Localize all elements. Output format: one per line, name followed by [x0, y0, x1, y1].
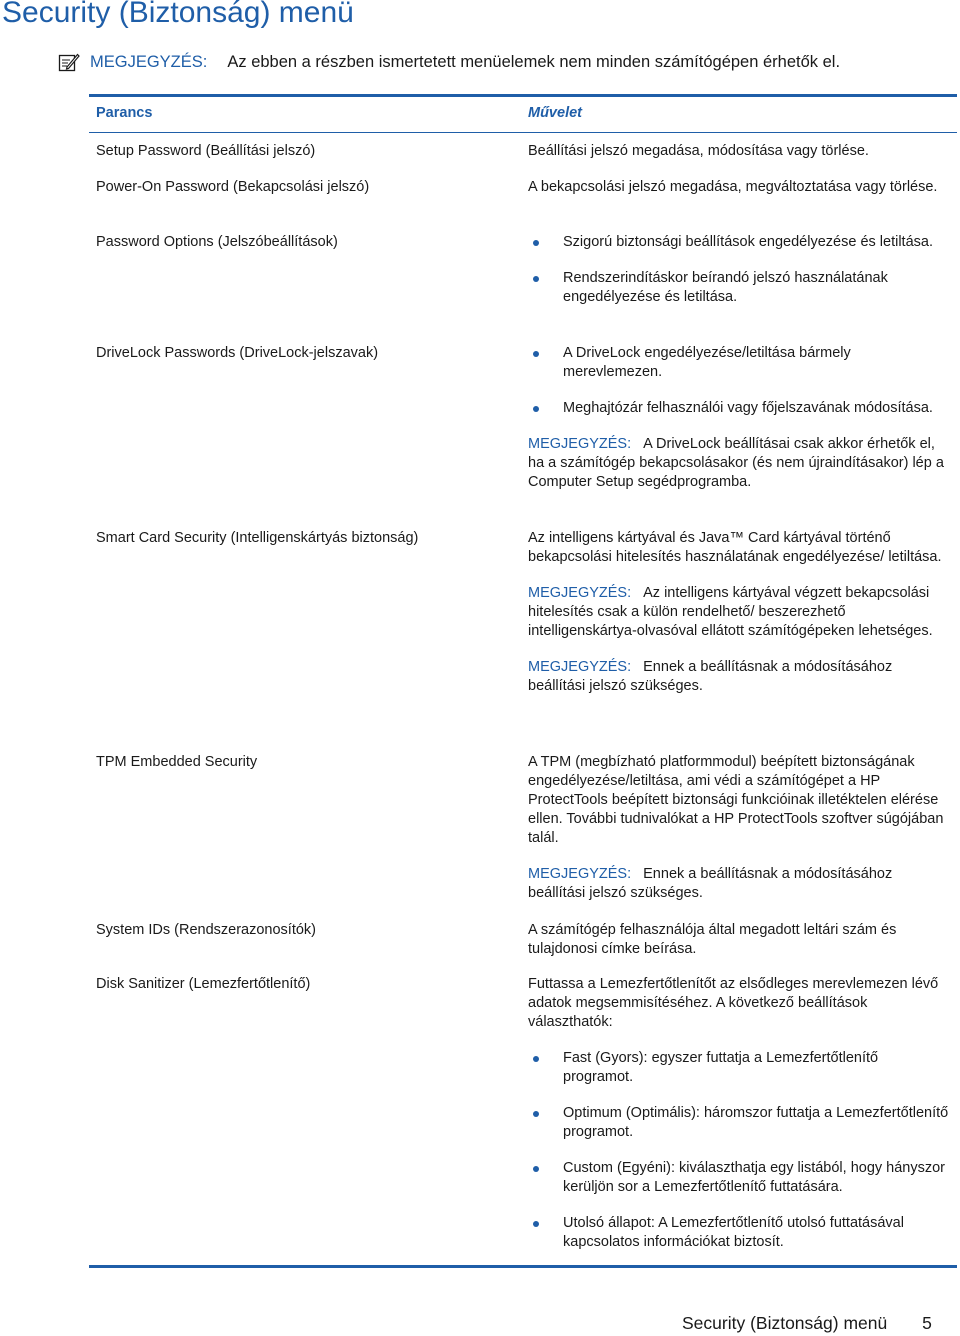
note-label: MEGJEGYZÉS: — [528, 659, 632, 675]
bullet-list — [528, 233, 952, 307]
action-cell: Az intelligens kártyával és Java™ Card kártyával történő bekapcsolási hitelesítés használatának engedélyezése/ letiltása. — [528, 530, 942, 565]
page-number: 5 — [922, 1313, 932, 1333]
command-cell: DriveLock Passwords (DriveLock-jelszavak) — [96, 345, 379, 361]
bullet-dot-icon — [533, 406, 539, 412]
note-text: Az ebben a részben ismertetett menüelemek nem minden számítógépen érhetők el. — [227, 52, 841, 71]
command-cell: TPM Embedded Security — [96, 754, 258, 770]
bullet-dot-icon — [533, 240, 539, 246]
bullet-dot-icon — [533, 1056, 539, 1062]
note-label: MEGJEGYZÉS: — [528, 866, 632, 882]
note-text: Ennek a beállításnak a módosításához beállítási jelszó szükséges. — [528, 866, 893, 901]
table-bottom-rule — [89, 1265, 957, 1268]
action-cell: A számítógép felhasználója által megadott leltári szám és tulajdonosi címke beírása. — [528, 922, 897, 957]
header-rule — [89, 132, 957, 133]
footer-title: Security (Biztonság) menü — [682, 1313, 888, 1333]
action-cell: Futtassa a Lemezfertőtlenítőt az elsődleges merevlemezen lévő adatok megsemmisítéséhez. A következő beállítások választhatók: — [528, 976, 939, 1030]
bullet-list — [528, 344, 952, 418]
note-text: Ennek a beállításnak a módosításához beállítási jelszó szükséges. — [528, 659, 893, 694]
note-label: MEGJEGYZÉS: — [90, 52, 208, 71]
note — [58, 48, 840, 76]
command-cell: Smart Card Security (Intelligenskártyás biztonság) — [96, 530, 419, 546]
list-item: Szigorú biztonsági beállítások engedélyezése és letiltása. — [528, 233, 952, 252]
note-pencil-icon — [58, 51, 80, 73]
smartcard-password-note — [528, 658, 952, 696]
action-cell: Beállítási jelszó megadása, módosítása vagy törlése. — [528, 143, 869, 159]
note-label: MEGJEGYZÉS: — [528, 436, 632, 452]
action-cell: A TPM (megbízható platformmodul) beépített biztonságának engedélyezése/letiltása, ami védi a számítógépet a HP ProtectTools beépített biztonsági funkcióinak illetéktelen elérése ellen. További tudnivalókat a HP ProtectTools szoftver súgójában talál. — [528, 754, 944, 846]
list-item: Optimum (Optimális): háromszor futtatja a Lemezfertőtlenítő programot. — [528, 1104, 952, 1142]
note-text: Az intelligens kártyával végzett bekapcsolási hitelesítés csak a külön rendelhető/ beszerezhető intelligenskártya-olvasóval ellátott számítógépeken lehetséges. — [528, 585, 933, 639]
list-item: Utolsó állapot: A Lemezfertőtlenítő utolsó futtatásával kapcsolatos információkat biztosít. — [528, 1214, 952, 1252]
bullet-dot-icon — [533, 1111, 539, 1117]
command-cell: System IDs (Rendszerazonosítók) — [96, 922, 316, 938]
bullet-dot-icon — [533, 276, 539, 282]
bullet-dot-icon — [533, 351, 539, 357]
note-label: MEGJEGYZÉS: — [528, 585, 632, 601]
header-command: Parancs — [96, 105, 153, 121]
list-item: Rendszerindításkor beírandó jelszó használatának engedélyezése és letiltása. — [528, 269, 952, 307]
command-cell: Setup Password (Beállítási jelszó) — [96, 143, 316, 159]
header-action: Művelet — [528, 105, 582, 121]
tpm-note — [528, 865, 952, 903]
list-item: Meghajtózár felhasználói vagy főjelszavának módosítása. — [528, 399, 952, 418]
action-cell: A bekapcsolási jelszó megadása, megváltoztatása vagy törlése. — [528, 179, 938, 195]
bullet-dot-icon — [533, 1221, 539, 1227]
list-item: Custom (Egyéni): kiválaszthatja egy listából, hogy hányszor kerüljön sor a Lemezfertőtlenítő futtatására. — [528, 1159, 952, 1197]
smartcard-note — [528, 584, 952, 641]
page-footer — [682, 1313, 932, 1334]
command-cell: Password Options (Jelszóbeállítások) — [96, 234, 338, 250]
note-text: A DriveLock beállításai csak akkor érhetők el, ha a számítógép bekapcsolásakor (és nem újraindításakor) lép a Computer Setup segédprogramba. — [528, 436, 944, 490]
command-cell: Disk Sanitizer (Lemezfertőtlenítő) — [96, 976, 311, 992]
drivelock-note — [528, 435, 952, 492]
table-top-rule — [89, 94, 957, 97]
bullet-dot-icon — [533, 1166, 539, 1172]
list-item: Fast (Gyors): egyszer futtatja a Lemezfertőtlenítő programot. — [528, 1049, 952, 1087]
command-cell: Power-On Password (Bekapcsolási jelszó) — [96, 179, 370, 195]
list-item: A DriveLock engedélyezése/letiltása bármely merevlemezen. — [528, 344, 952, 382]
bullet-list — [528, 1049, 952, 1252]
page-title: Security (Biztonság) menü — [2, 0, 354, 29]
